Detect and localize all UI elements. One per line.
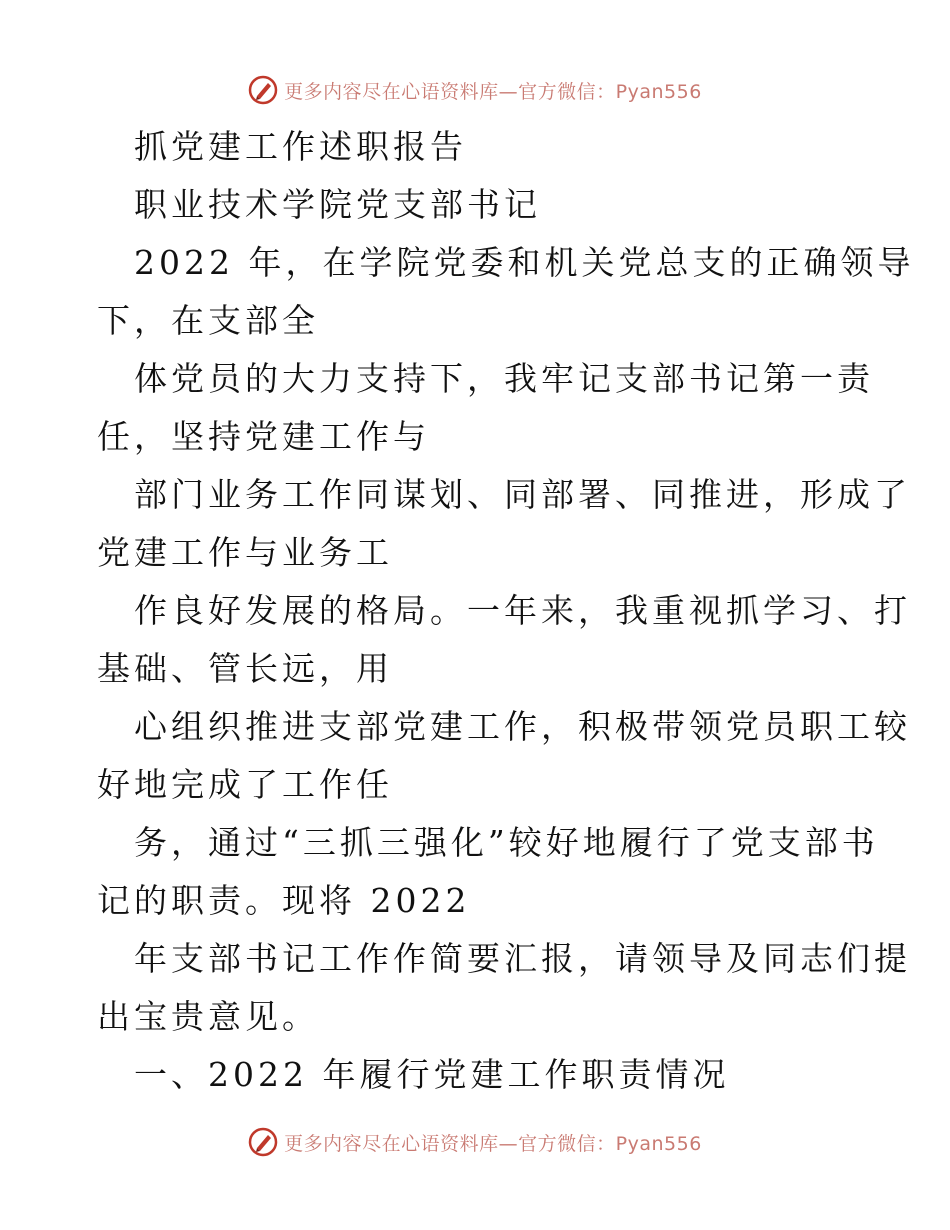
text-line: 务，通过“三抓三强化”较好地履行了党支部书 (134, 823, 879, 862)
header-watermark (0, 72, 950, 108)
watermark-text: 更多内容尽在心语资料库—官方微信：Pyan556 (284, 1132, 702, 1155)
text-line: 党建工作与业务工 (97, 533, 393, 572)
pen-logo-icon (248, 1127, 278, 1157)
text-line: 心组织推进支部党建工作，积极带领党员职工较 (134, 707, 911, 746)
footer-watermark (0, 1124, 950, 1160)
text-line: 出宝贵意见。 (97, 997, 319, 1036)
pen-logo-icon (248, 75, 278, 105)
text-line: 基础、管长远，用 (97, 649, 393, 688)
watermark-text: 更多内容尽在心语资料库—官方微信：Pyan556 (284, 80, 702, 103)
text-line: 作良好发展的格局。一年来，我重视抓学习、打 (134, 591, 911, 630)
text-line: 任，坚持党建工作与 (97, 417, 430, 456)
text-line: 体党员的大力支持下，我牢记支部书记第一责 (134, 359, 874, 398)
text-line: 下，在支部全 (97, 301, 319, 340)
text-line: 部门业务工作同谋划、同部署、同推进，形成了 (134, 475, 911, 514)
text-line: 抓党建工作述职报告 (134, 127, 467, 166)
text-line: 一、2022 年履行党建工作职责情况 (134, 1055, 730, 1094)
document-body (97, 118, 915, 1104)
text-line: 记的职责。现将 2022 (97, 881, 471, 920)
text-line: 好地完成了工作任 (97, 765, 393, 804)
text-line: 职业技术学院党支部书记 (134, 185, 541, 224)
text-line: 年支部书记工作作简要汇报，请领导及同志们提 (134, 939, 911, 978)
text-line: 2022 年，在学院党委和机关党总支的正确领导 (134, 243, 915, 282)
